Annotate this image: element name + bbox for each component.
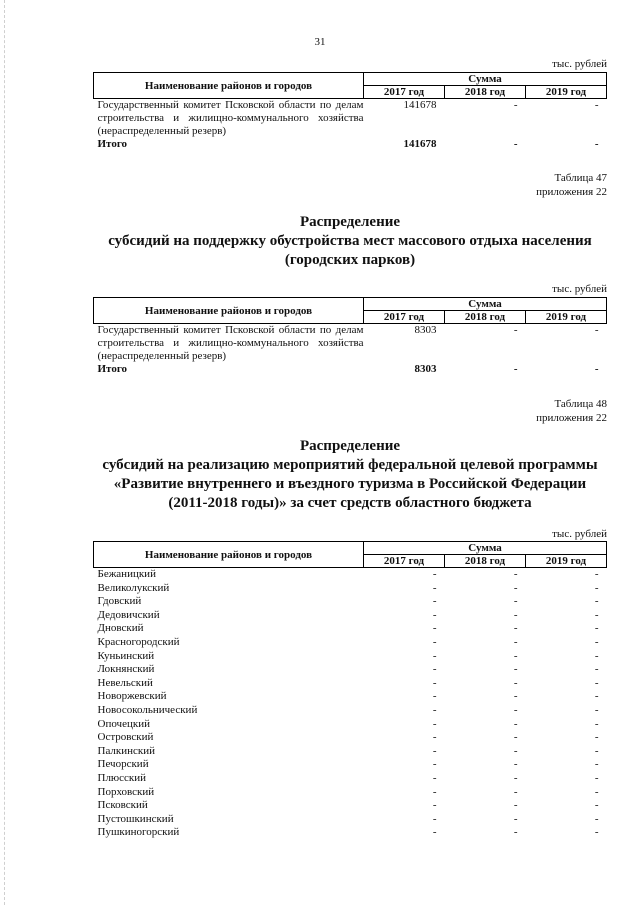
title-47	[60, 213, 640, 270]
value-2018: -	[513, 324, 518, 336]
district-name: Печорский	[97, 758, 149, 771]
table-row	[94, 568, 607, 582]
district-name: Дедовичский	[97, 608, 160, 621]
table-row	[94, 622, 607, 636]
table-row	[94, 758, 607, 772]
col-header-sum: Сумма	[364, 298, 607, 311]
col-header-year-2018: 2018 год	[445, 555, 526, 568]
total-2019: -	[594, 138, 599, 150]
table-row	[94, 595, 607, 609]
table-row	[94, 786, 607, 800]
district-name: Пушкиногорский	[97, 826, 180, 839]
col-header-year-2018: 2018 год	[445, 86, 526, 99]
value-2018: -	[513, 826, 518, 839]
appendix-label: приложения 22	[536, 412, 607, 424]
table-row	[94, 826, 607, 840]
table-row	[94, 704, 607, 718]
col-header-name: Наименование районов и городов	[94, 298, 364, 324]
table-row	[94, 799, 607, 813]
table-row	[94, 99, 607, 139]
table-row	[94, 745, 607, 759]
district-name: Новосокольнический	[97, 703, 198, 716]
row-name: Государственный комитет Псковской области по делам строительства и жилищно-коммунального хозяйства (нераспределенный резерв)	[97, 99, 364, 137]
value-2018: -	[513, 649, 518, 662]
table-1	[93, 72, 607, 151]
value-2019: -	[594, 595, 599, 608]
district-name: Гдовский	[97, 595, 142, 608]
total-row	[94, 363, 607, 376]
col-header-year-2019: 2019 год	[526, 311, 607, 324]
value-2019: -	[594, 663, 599, 676]
col-header-year-2017: 2017 год	[364, 311, 445, 324]
value-2018: -	[513, 595, 518, 608]
title-48-line-1: Распределение	[299, 438, 401, 454]
district-name: Островский	[97, 731, 154, 744]
value-2018: -	[513, 635, 518, 648]
col-header-sum: Сумма	[364, 73, 607, 86]
value-2017: -	[432, 812, 437, 825]
value-2018: -	[513, 690, 518, 703]
value-2018: -	[513, 799, 518, 812]
scan-edge	[4, 0, 5, 905]
total-2017: 141678	[403, 138, 437, 150]
value-2017: -	[432, 758, 437, 771]
table-row	[94, 718, 607, 732]
value-2018: -	[513, 731, 518, 744]
value-2017: 141678	[403, 99, 437, 111]
table-row	[94, 609, 607, 623]
value-2019: -	[594, 826, 599, 839]
table-48-reference	[536, 397, 607, 425]
value-2017: -	[432, 799, 437, 812]
table-row	[94, 772, 607, 786]
col-header-year-2017: 2017 год	[364, 86, 445, 99]
total-label: Итого	[97, 363, 128, 375]
table-row	[94, 582, 607, 596]
value-2018: -	[513, 744, 518, 757]
value-2019: -	[594, 771, 599, 784]
value-2017: -	[432, 676, 437, 689]
value-2017: -	[432, 826, 437, 839]
table-row	[94, 677, 607, 691]
district-name: Плюсский	[97, 771, 147, 784]
value-2018: -	[513, 676, 518, 689]
page-number: 31	[314, 36, 326, 48]
table-2	[93, 297, 607, 376]
value-2018: -	[513, 771, 518, 784]
table-row	[94, 663, 607, 677]
value-2017: -	[432, 595, 437, 608]
value-2017: -	[432, 785, 437, 798]
table-3	[93, 541, 607, 840]
value-2019: -	[594, 717, 599, 730]
district-name: Невельский	[97, 676, 153, 689]
title-47-line-3: (городских парков)	[284, 252, 416, 268]
district-name: Великолукский	[97, 581, 170, 594]
value-2018: -	[513, 785, 518, 798]
col-header-name: Наименование районов и городов	[94, 73, 364, 99]
value-2019: -	[594, 703, 599, 716]
table-48-label: Таблица 48	[554, 398, 607, 410]
value-2019: -	[594, 324, 599, 336]
table-row	[94, 636, 607, 650]
value-2017: -	[432, 703, 437, 716]
value-2017: -	[432, 622, 437, 635]
district-name: Куньинский	[97, 649, 155, 662]
unit-label-3: тыс. рублей	[552, 528, 607, 540]
total-label: Итого	[97, 138, 128, 150]
value-2017: -	[432, 649, 437, 662]
value-2017: -	[432, 581, 437, 594]
value-2019: -	[594, 812, 599, 825]
value-2018: -	[513, 717, 518, 730]
district-name: Опочецкий	[97, 717, 150, 730]
value-2017: -	[432, 568, 437, 580]
title-48-line-3: «Развитие внутреннего и въездного туризма в Российской Федерации	[113, 476, 587, 492]
value-2017: 8303	[414, 324, 437, 336]
title-47-line-2: субсидий на поддержку обустройства мест массового отдыха населения	[108, 233, 592, 249]
district-name: Палкинский	[97, 744, 156, 757]
value-2019: -	[594, 758, 599, 771]
title-47-line-1: Распределение	[299, 214, 401, 230]
value-2019: -	[594, 785, 599, 798]
value-2018: -	[513, 812, 518, 825]
table-row	[94, 650, 607, 664]
table-47-reference	[536, 171, 607, 199]
value-2017: -	[432, 690, 437, 703]
total-2017: 8303	[414, 363, 437, 375]
value-2018: -	[513, 758, 518, 771]
value-2018: -	[513, 703, 518, 716]
value-2019: -	[594, 99, 599, 111]
value-2019: -	[594, 622, 599, 635]
title-48-line-4: (2011-2018 годы)» за счет средств областного бюджета	[168, 495, 532, 511]
value-2017: -	[432, 608, 437, 621]
table-row	[94, 324, 607, 364]
row-name: Государственный комитет Псковской области по делам строительства и жилищно-коммунального хозяйства (нераспределенный резерв)	[97, 324, 364, 362]
value-2018: -	[513, 608, 518, 621]
col-header-year-2017: 2017 год	[364, 555, 445, 568]
district-name: Псковский	[97, 799, 148, 812]
district-name: Локнянский	[97, 663, 155, 676]
value-2018: -	[513, 581, 518, 594]
value-2017: -	[432, 635, 437, 648]
value-2019: -	[594, 649, 599, 662]
table-row	[94, 690, 607, 704]
district-name: Красногородский	[97, 635, 180, 648]
value-2017: -	[432, 771, 437, 784]
col-header-name: Наименование районов и городов	[94, 542, 364, 568]
col-header-year-2018: 2018 год	[445, 311, 526, 324]
table-47-label: Таблица 47	[554, 172, 607, 184]
total-row	[94, 138, 607, 151]
value-2019: -	[594, 635, 599, 648]
table-row	[94, 731, 607, 745]
unit-label-1: тыс. рублей	[552, 58, 607, 70]
total-2019: -	[594, 363, 599, 375]
value-2019: -	[594, 581, 599, 594]
col-header-sum: Сумма	[364, 542, 607, 555]
value-2019: -	[594, 731, 599, 744]
value-2018: -	[513, 663, 518, 676]
value-2019: -	[594, 676, 599, 689]
unit-label-2: тыс. рублей	[552, 283, 607, 295]
value-2019: -	[594, 568, 599, 580]
district-name: Пустошкинский	[97, 812, 174, 825]
value-2017: -	[432, 731, 437, 744]
value-2019: -	[594, 690, 599, 703]
value-2019: -	[594, 799, 599, 812]
appendix-label: приложения 22	[536, 186, 607, 198]
value-2018: -	[513, 99, 518, 111]
title-48-line-2: субсидий на реализацию мероприятий федеральной целевой программы	[102, 457, 598, 473]
table-row	[94, 813, 607, 827]
value-2017: -	[432, 717, 437, 730]
value-2017: -	[432, 744, 437, 757]
value-2017: -	[432, 663, 437, 676]
district-name: Дновский	[97, 622, 144, 635]
value-2018: -	[513, 622, 518, 635]
value-2019: -	[594, 744, 599, 757]
district-name: Порховский	[97, 785, 155, 798]
title-48	[60, 437, 640, 513]
value-2018: -	[513, 568, 518, 580]
col-header-year-2019: 2019 год	[526, 86, 607, 99]
district-name: Новоржевский	[97, 690, 167, 703]
total-2018: -	[513, 138, 518, 150]
col-header-year-2019: 2019 год	[526, 555, 607, 568]
total-2018: -	[513, 363, 518, 375]
value-2019: -	[594, 608, 599, 621]
district-name: Бежаницкий	[97, 568, 156, 580]
